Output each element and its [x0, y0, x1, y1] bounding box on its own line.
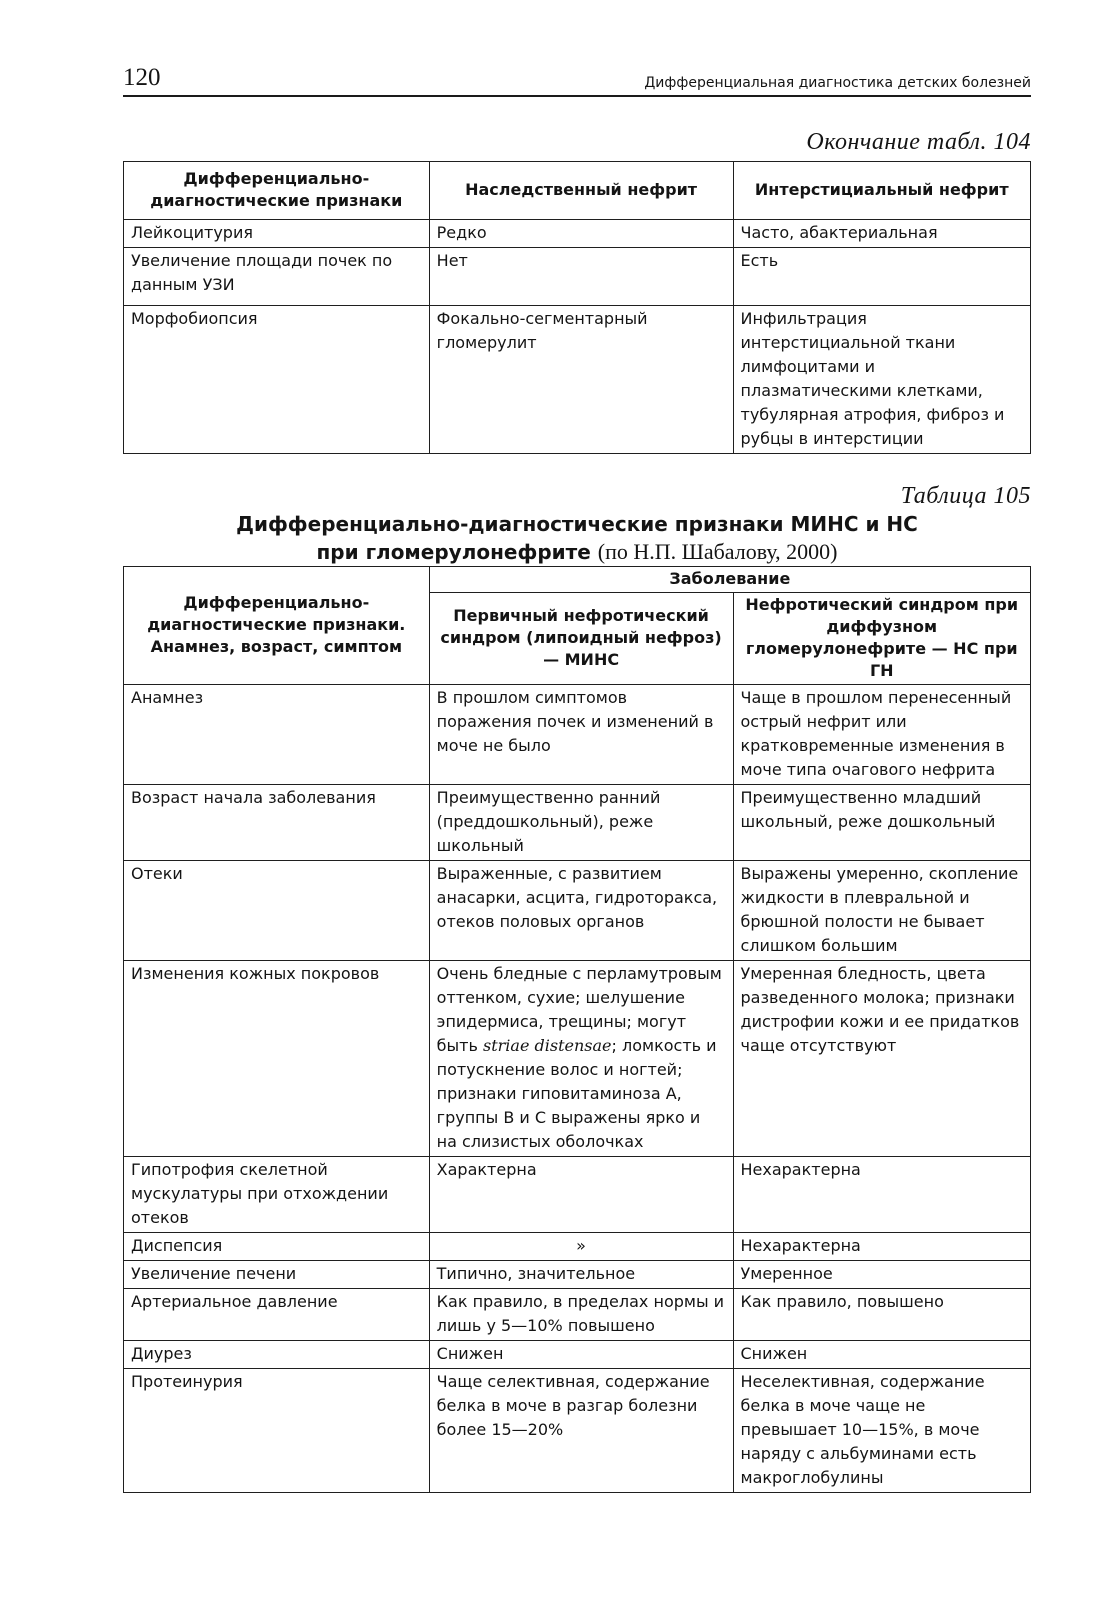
table-cell: Редко [429, 220, 733, 248]
table-cell: Фокально-сегментарный гломерулит [429, 306, 733, 454]
table105-header-group: Заболевание [429, 567, 1030, 593]
table-cell: Характерна [429, 1157, 733, 1233]
table-cell: Выраженные, с развитием анасарки, асцита, гидроторакса, отеков половых органов [429, 861, 733, 961]
table-cell-ditto: » [429, 1233, 733, 1261]
table-cell: Диспепсия [124, 1233, 430, 1261]
table-row [124, 306, 1031, 454]
table-cell: Гипотрофия скелетной мускулатуры при отхождении отеков [124, 1157, 430, 1233]
table-cell: Нет [429, 248, 733, 306]
table-row [124, 1157, 1031, 1233]
table-row [124, 1233, 1031, 1261]
table104-header-row [124, 162, 1031, 220]
page-number: 120 [123, 64, 161, 91]
table105-header-ns: Нефротический синдром при диффузном гломерулонефрите — НС при ГН [733, 593, 1031, 685]
table-cell: Преимущественно младший школьный, реже дошкольный [733, 785, 1031, 861]
table105-caption: Таблица 105 [900, 483, 1031, 509]
skin-text-before: Очень бледные с перламутровым оттенком, сухие; шелушение эпидермиса, трещины; могут быть [436, 964, 722, 1055]
table105-header-left: Дифференциально-диагностические признаки. Анамнез, возраст, симптом [124, 567, 430, 685]
table-cell: Изменения кожных покровов [124, 961, 430, 1157]
table104-header-cell: Наследственный нефрит [429, 162, 733, 220]
table-cell: Типично, значительное [429, 1261, 733, 1289]
table-row [124, 685, 1031, 785]
table105-title-source: (по Н.П. Шабалову, 2000) [597, 539, 838, 564]
table-cell-skin-mins [429, 961, 733, 1157]
table105-title-line1: Дифференциально-диагностические признаки МИНС и НС [236, 512, 918, 536]
table-cell: Неселективная, содержание белка в моче чаще не превышает 10—15%, в моче наряду с альбуминами есть макроглобулины [733, 1369, 1031, 1493]
table-cell: Чаще в прошлом перенесенный острый нефрит или кратковременные изменения в моче типа очагового нефрита [733, 685, 1031, 785]
table-cell: В прошлом симптомов поражения почек и изменений в моче не было [429, 685, 733, 785]
table-cell: Часто, абактериальная [733, 220, 1031, 248]
table-cell: Нехарактерна [733, 1157, 1031, 1233]
table-cell: Нехарактерна [733, 1233, 1031, 1261]
table-cell: Выражены умеренно, скопление жидкости в плевральной и брюшной полости не бывает слишком большим [733, 861, 1031, 961]
table-row [124, 248, 1031, 306]
table-row [124, 961, 1031, 1157]
table-cell: Умеренное [733, 1261, 1031, 1289]
table-row [124, 861, 1031, 961]
table105-header-mins: Первичный нефротический синдром (липоидный нефроз) — МИНС [429, 593, 733, 685]
table-104 [123, 161, 1031, 454]
table-cell: Снижен [733, 1341, 1031, 1369]
table-cell: Как правило, в пределах нормы и лишь у 5—10% повышено [429, 1289, 733, 1341]
skin-text-after: ; ломкость и потускнение волос и ногтей; признаки гиповитаминоза А, группы В и С выражены ярко и на слизистых оболочках [436, 1036, 717, 1151]
table-row [124, 1289, 1031, 1341]
table-cell: Возраст начала заболевания [124, 785, 430, 861]
table105-title-line2 [123, 538, 1031, 566]
table104-header-cell: Интерстициальный нефрит [733, 162, 1031, 220]
table104-caption: Окончание табл. 104 [806, 129, 1031, 155]
table-row [124, 1341, 1031, 1369]
table-cell: Отеки [124, 861, 430, 961]
table-row [124, 785, 1031, 861]
table-cell: Лейкоцитурия [124, 220, 430, 248]
table-cell: Протеинурия [124, 1369, 430, 1493]
running-head [123, 58, 1031, 97]
table-105 [123, 566, 1031, 1493]
table-cell: Анамнез [124, 685, 430, 785]
table-cell: Инфильтрация интерстициальной ткани лимфоцитами и плазматическими клетками, тубулярная атрофия, фиброз и рубцы в интерстиции [733, 306, 1031, 454]
book-title: Дифференциальная диагностика детских болезней [644, 75, 1031, 91]
table-row [124, 1261, 1031, 1289]
table-cell: Увеличение площади почек по данным УЗИ [124, 248, 430, 306]
table-cell: Диурез [124, 1341, 430, 1369]
table-cell: Преимущественно ранний (преддошкольный), реже школьный [429, 785, 733, 861]
table-cell: Артериальное давление [124, 1289, 430, 1341]
table-row [124, 1369, 1031, 1493]
table-cell: Увеличение печени [124, 1261, 430, 1289]
document-page [123, 58, 1031, 1493]
skin-text-latin: striae distensae [483, 1036, 612, 1055]
table-cell: Чаще селективная, содержание белка в моче в разгар болезни более 15—20% [429, 1369, 733, 1493]
table-cell: Есть [733, 248, 1031, 306]
table-cell: Снижен [429, 1341, 733, 1369]
table104-header-cell: Дифференциально-диагностические признаки [124, 162, 430, 220]
table-cell: Умеренная бледность, цвета разведенного молока; признаки дистрофии кожи и ее придатков чаще отсутствуют [733, 961, 1031, 1157]
table-cell: Морфобиопсия [124, 306, 430, 454]
table105-header-row [124, 567, 1031, 593]
table105-title-bold: при гломерулонефрите [316, 540, 591, 564]
table-cell: Как правило, повышено [733, 1289, 1031, 1341]
table105-title [123, 511, 1031, 566]
table-row [124, 220, 1031, 248]
